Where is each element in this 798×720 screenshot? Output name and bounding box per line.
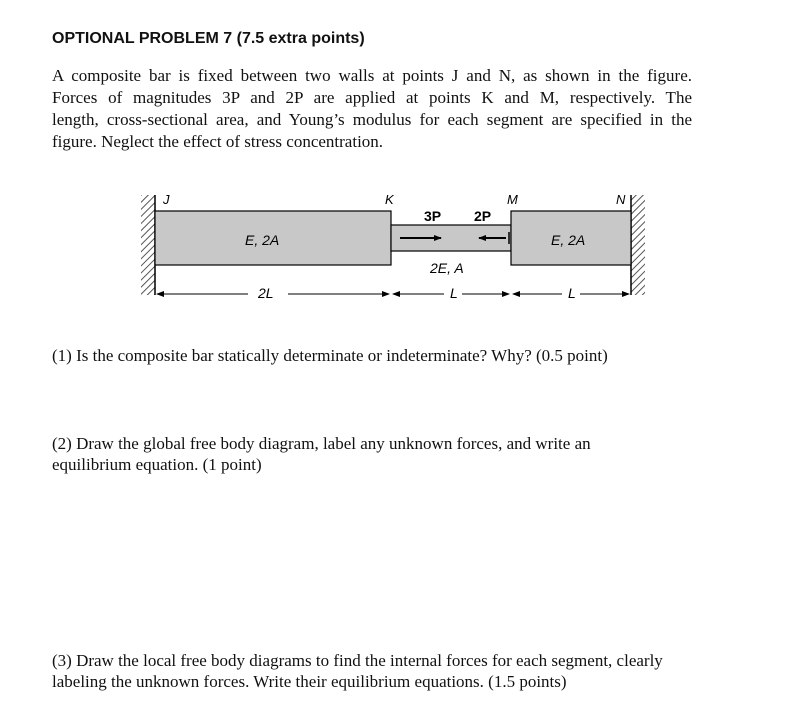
label-point-n: N [616, 192, 626, 207]
problem-title: OPTIONAL PROBLEM 7 (7.5 extra points) [52, 30, 365, 47]
statement-line: Forces of magnitudes 3P and 2P are applied at points K and M, respectively. The [52, 88, 692, 107]
statement-line: figure. Neglect the effect of stress concentration. [52, 132, 384, 151]
force-label-2p: 2P [474, 208, 492, 224]
dimension-label-2l: 2L [258, 285, 274, 301]
force-label-3p: 3P [424, 208, 442, 224]
segment-middle-props: 2E, A [430, 260, 464, 276]
dimension-label-l-right: L [568, 285, 576, 301]
question-1: (1) Is the composite bar statically determinate or indeterminate? Why? (0.5 point) [52, 346, 608, 365]
label-point-m: M [507, 192, 518, 207]
label-point-k: K [385, 192, 394, 207]
question-2: (2) Draw the global free body diagram, label any unknown forces, and write an equilibrium equation. (1 point) [52, 434, 591, 474]
statement-line: A composite bar is fixed between two walls at points J and N, as shown in the figure. [52, 66, 692, 85]
label-point-j: J [163, 192, 170, 207]
question-3: (3) Draw the local free body diagrams to find the internal forces for each segment, clearly labeling the unknown forces. Write their equilibrium equations. (1.5 points) [52, 651, 663, 691]
segment-left-props: E, 2A [245, 232, 280, 248]
problem-statement [52, 65, 692, 153]
left-wall [141, 195, 155, 295]
right-wall [631, 195, 645, 295]
dimension-label-l-middle: L [450, 285, 458, 301]
statement-line: length, cross-sectional area, and Young’s modulus for each segment are specified in the [52, 110, 692, 129]
segment-right-props: E, 2A [551, 232, 586, 248]
composite-bar-figure [0, 180, 798, 310]
